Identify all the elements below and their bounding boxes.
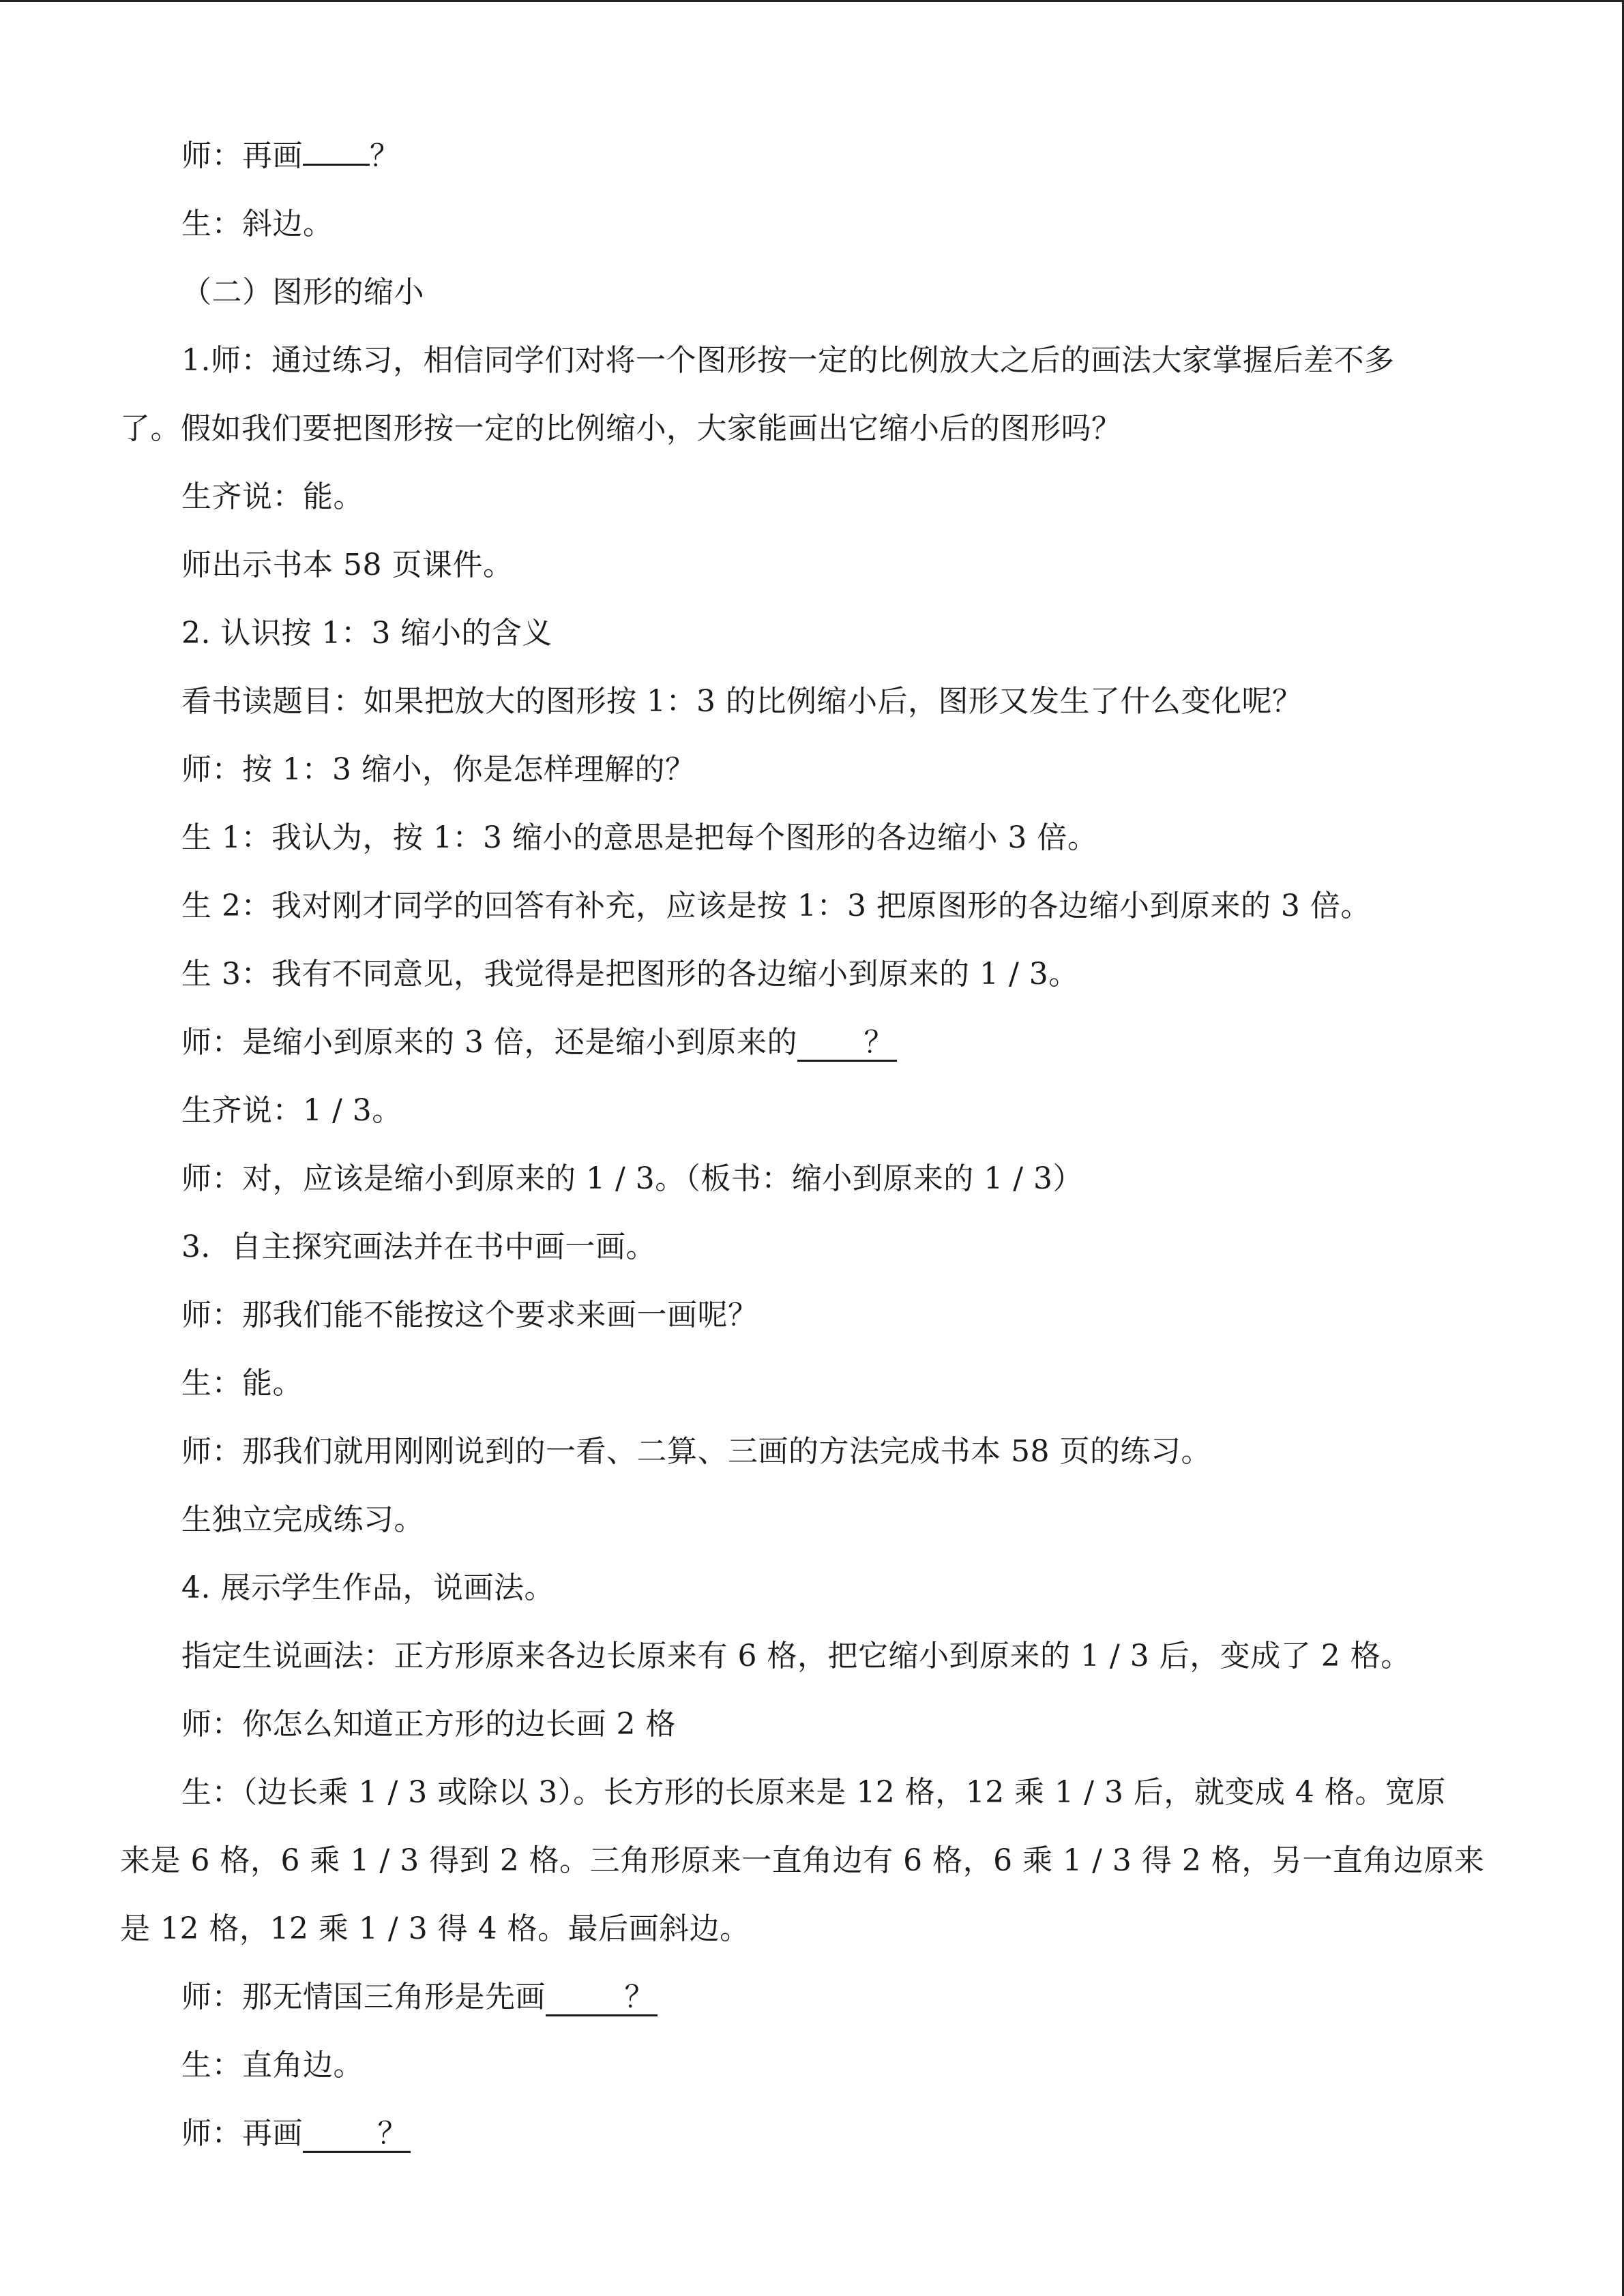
paragraph: 生齐说：1 / 3。 xyxy=(181,1093,402,1128)
paragraph xyxy=(181,136,400,177)
paragraph-text: 师：是缩小到原来的 3 倍，还是缩小到原来的 xyxy=(181,1025,797,1060)
paragraph: 看书读题目：如果把放大的图形按 1：3 的比例缩小后，图形又发生了什么变化呢？ xyxy=(181,684,1303,719)
fill-blank xyxy=(303,164,370,166)
paragraph: 生独立完成练习。 xyxy=(181,1502,424,1537)
paragraph: 生：能。 xyxy=(181,1366,303,1401)
paragraph: 生齐说：能。 xyxy=(181,479,364,514)
section-heading: 4. 展示学生作品，说画法。 xyxy=(181,1570,555,1605)
paragraph-continuation: 了。假如我们要把图形按一定的比例缩小，大家能画出它缩小后的图形吗？ xyxy=(120,411,1122,446)
paragraph-continuation: 是 12 格，12 乘 1 / 3 得 4 格。最后画斜边。 xyxy=(120,1911,750,1946)
paragraph: 生：直角边。 xyxy=(181,2048,364,2083)
paragraph-text: 师：再画 xyxy=(181,138,303,173)
paragraph: 生：（边长乘 1 / 3 或除以 3）。长方形的长原来是 12 格，12 乘 1 / 3 后，就变成 4 格。宽原 xyxy=(181,1775,1446,1810)
paragraph: 师：那我们能不能按这个要求来画一画呢？ xyxy=(181,1298,758,1332)
fill-blank: ？ xyxy=(303,2117,411,2153)
paragraph: 生 2：我对刚才同学的回答有补充，应该是按 1：3 把原图形的各边缩小到原来的 3 倍。 xyxy=(181,889,1371,923)
paragraph: 生 3：我有不同意见，我觉得是把图形的各边缩小到原来的 1 / 3。 xyxy=(181,957,1079,992)
paragraph: 师：那我们就用刚刚说到的一看、二算、三画的方法完成书本 58 页的练习。 xyxy=(181,1434,1211,1469)
paragraph-text: 师：再画 xyxy=(181,2116,303,2151)
paragraph xyxy=(181,2113,411,2154)
paragraph: 师出示书本 58 页课件。 xyxy=(181,548,514,582)
section-heading: 2. 认识按 1：3 缩小的含义 xyxy=(181,616,552,651)
paragraph: 1.师：通过练习，相信同学们对将一个图形按一定的比例放大之后的画法大家掌握后差不多 xyxy=(181,343,1395,378)
paragraph: 师：你怎么知道正方形的边长画 2 格 xyxy=(181,1707,676,1742)
paragraph-text: ？ xyxy=(370,138,400,173)
section-heading: 3．自主探究画法并在书中画一画。 xyxy=(181,1229,656,1264)
paragraph: 生：斜边。 xyxy=(181,207,334,241)
paragraph-continuation: 来是 6 格，6 乘 1 / 3 得到 2 格。三角形原来一直角边有 6 格，6 乘 1 / 3 得 2 格，另一直角边原来 xyxy=(120,1843,1485,1878)
paragraph-text: 师：那无情国三角形是先画 xyxy=(181,1980,546,2014)
paragraph: 生 1：我认为，按 1：3 缩小的意思是把每个图形的各边缩小 3 倍。 xyxy=(181,820,1098,855)
paragraph xyxy=(181,1977,658,2018)
paragraph xyxy=(181,1022,897,1063)
paragraph: 师：按 1：3 缩小，你是怎样理解的？ xyxy=(181,752,696,787)
paragraph: 指定生说画法：正方形原来各边长原来有 6 格，把它缩小到原来的 1 / 3 后，变成了 2 格。 xyxy=(181,1639,1411,1673)
paragraph: 师：对，应该是缩小到原来的 1 / 3。（板书：缩小到原来的 1 / 3） xyxy=(181,1161,1084,1196)
fill-blank: ？ xyxy=(797,1026,897,1062)
fill-blank: ？ xyxy=(546,1980,658,2016)
section-heading: （二）图形的缩小 xyxy=(181,275,424,310)
